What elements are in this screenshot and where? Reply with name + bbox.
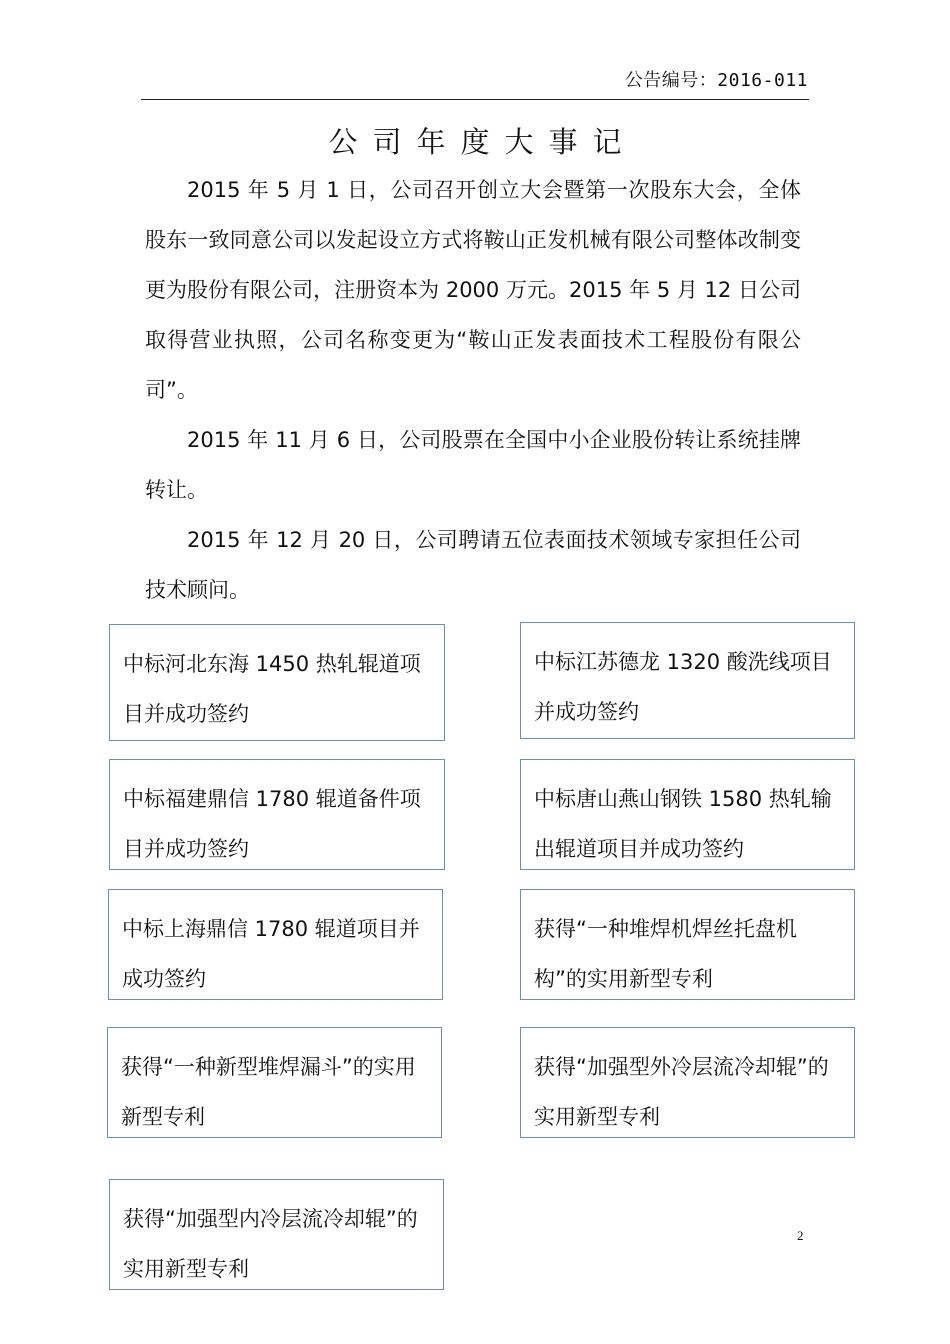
announcement-number: 公告编号：2016-011 — [624, 70, 808, 91]
page-title: 公司年度大事记 — [328, 125, 637, 159]
event-box-hebei-donghai: 中标河北东海 1450 热轧辊道项目并成功签约 — [109, 624, 445, 741]
paragraph-advisors: 2015 年 12 月 20 日，公司聘请五位表面技术领域专家担任公司技术顾问。 — [145, 528, 801, 602]
event-box-jiangsu-delong: 中标江苏德龙 1320 酸洗线项目并成功签约 — [520, 622, 855, 739]
event-box-patent-wire-tray: 获得“一种堆焊机焊丝托盘机构”的实用新型专利 — [520, 889, 855, 1000]
page-number: 2 — [797, 1228, 804, 1243]
event-box-fujian-dingxin: 中标福建鼎信 1780 辊道备件项目并成功签约 — [109, 759, 445, 870]
paragraph-listing: 2015 年 11 月 6 日，公司股票在全国中小企业股份转让系统挂牌转让。 — [145, 428, 801, 502]
event-box-tangshan-yanshan: 中标唐山燕山钢铁 1580 热轧输出辊道项目并成功签约 — [520, 759, 855, 870]
event-box-patent-internal-cooling: 获得“加强型内冷层流冷却辊”的实用新型专利 — [109, 1179, 444, 1290]
header-divider — [141, 99, 809, 100]
event-box-shanghai-dingxin: 中标上海鼎信 1780 辊道项目并成功签约 — [108, 889, 443, 1000]
event-box-patent-hopper: 获得“一种新型堆焊漏斗”的实用新型专利 — [107, 1027, 442, 1138]
event-box-patent-external-cooling: 获得“加强型外冷层流冷却辊”的实用新型专利 — [520, 1027, 855, 1138]
paragraph-founding: 2015 年 5 月 1 日，公司召开创立大会暨第一次股东大会，全体股东一致同意公司以发起设立方式将鞍山正发机械有限公司整体改制变更为股份有限公司，注册资本为 2000 万元。2015 年 5 月 12 日公司取得营业执照，公司名称变更为“鞍山正发表面技术工程股份有限公司”。 — [145, 178, 801, 402]
